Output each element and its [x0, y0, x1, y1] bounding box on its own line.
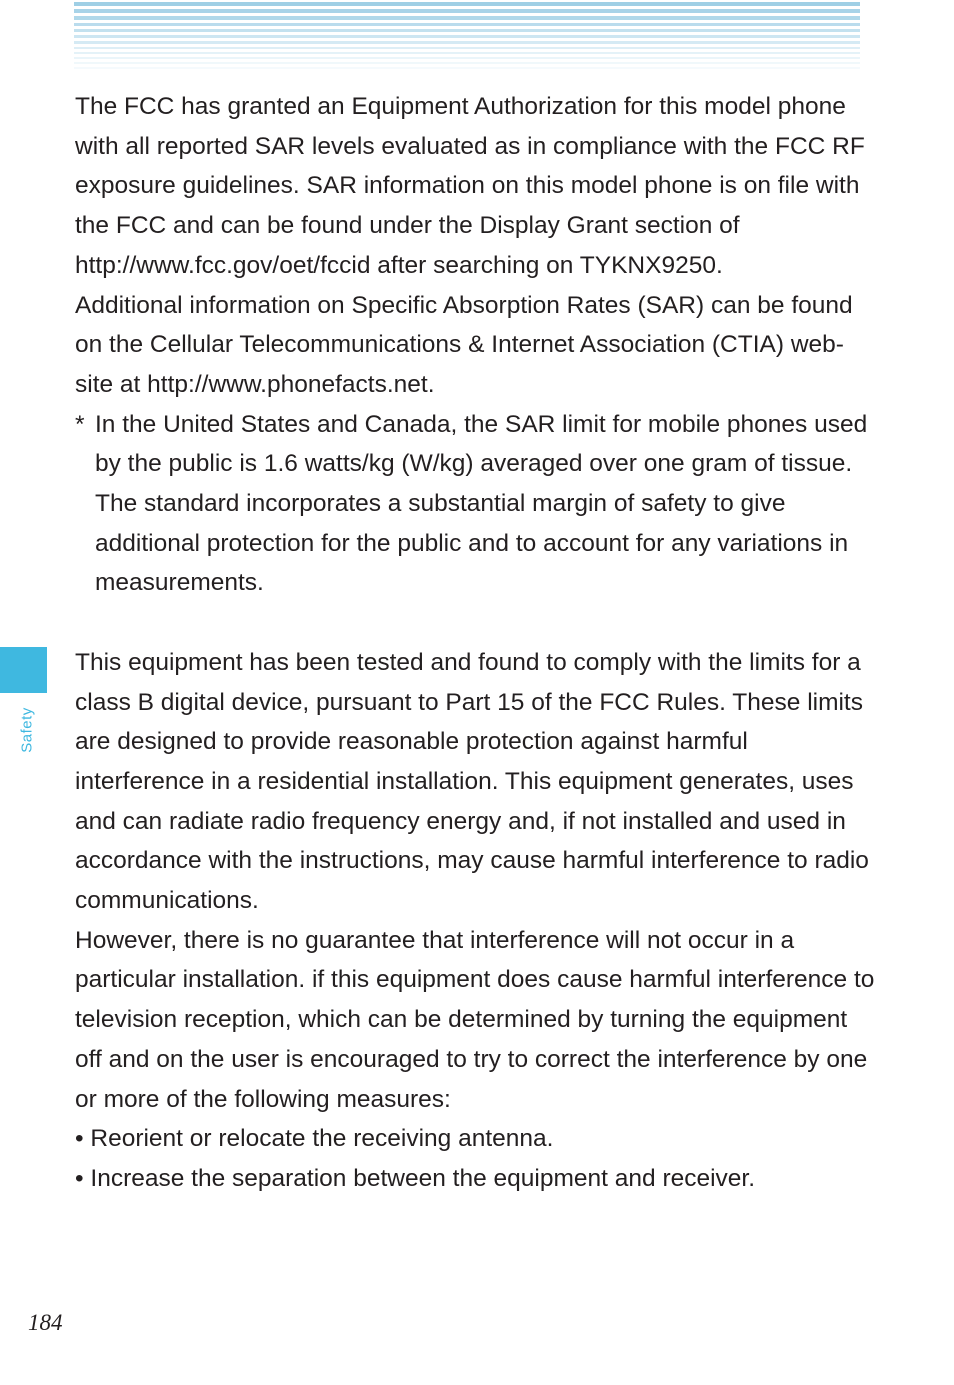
header-stripe-graphic: [74, 2, 860, 76]
measure-item: • Increase the separation between the equipment and receiver.: [75, 1164, 756, 1192]
page-number: 184: [28, 1310, 63, 1335]
paragraph-spacer: [75, 603, 875, 643]
measure-item: • Reorient or relocate the receiving antenna.: [75, 1125, 554, 1153]
section-tab-marker: [0, 647, 47, 693]
section-tab-label: Safety: [18, 707, 36, 753]
part15-paragraph-2: However, there is no guarantee that interference will not occur in a particular installation. if this equipment does cause harmful interference to television reception, which can be determined by turning the equipment off and on the user is encouraged to try to correct the interference by one or more of the following measures:: [75, 926, 875, 1113]
sar-paragraph-1: The FCC has granted an Equipment Authorization for this model phone with all reported SAR levels evaluated as in compliance with the FCC RF exposure guidelines. SAR information on this model phone is on file with the FCC and can be found under the Display Grant section of http://www.fcc.gov/oet/fccid after searching on TYKNX9250.: [75, 93, 865, 279]
part15-paragraph-1: This equipment has been tested and found to comply with the limits for a class B digital device, pursuant to Part 15 of the FCC Rules. These limits are designed to provide reasonable protection against harmful interference in a residential installation. This equipment generates, uses and can radiate radio frequency energy and, if not installed and used in accordance with the instructions, may cause harmful interference to radio communications.: [75, 648, 869, 915]
sar-footnote: [75, 405, 875, 604]
footnote-asterisk: *: [75, 410, 85, 438]
footnote-text: In the United States and Canada, the SAR limit for mobile phones used by the public is 1.6 watts/kg (W/kg) averaged over one gram of tissue. The standard incorporates a substantial margin of safety to give additional protection for the public and to account for any variations in measurements.: [95, 410, 868, 597]
page-body: [75, 87, 875, 1199]
sar-paragraph-2: Additional information on Specific Absorption Rates (SAR) can be found on the Cellular Telecommunications & Internet Association (CTIA) web-site at http://www.phonefacts.net.: [75, 291, 853, 398]
header-stripe-band: [74, 2, 860, 76]
